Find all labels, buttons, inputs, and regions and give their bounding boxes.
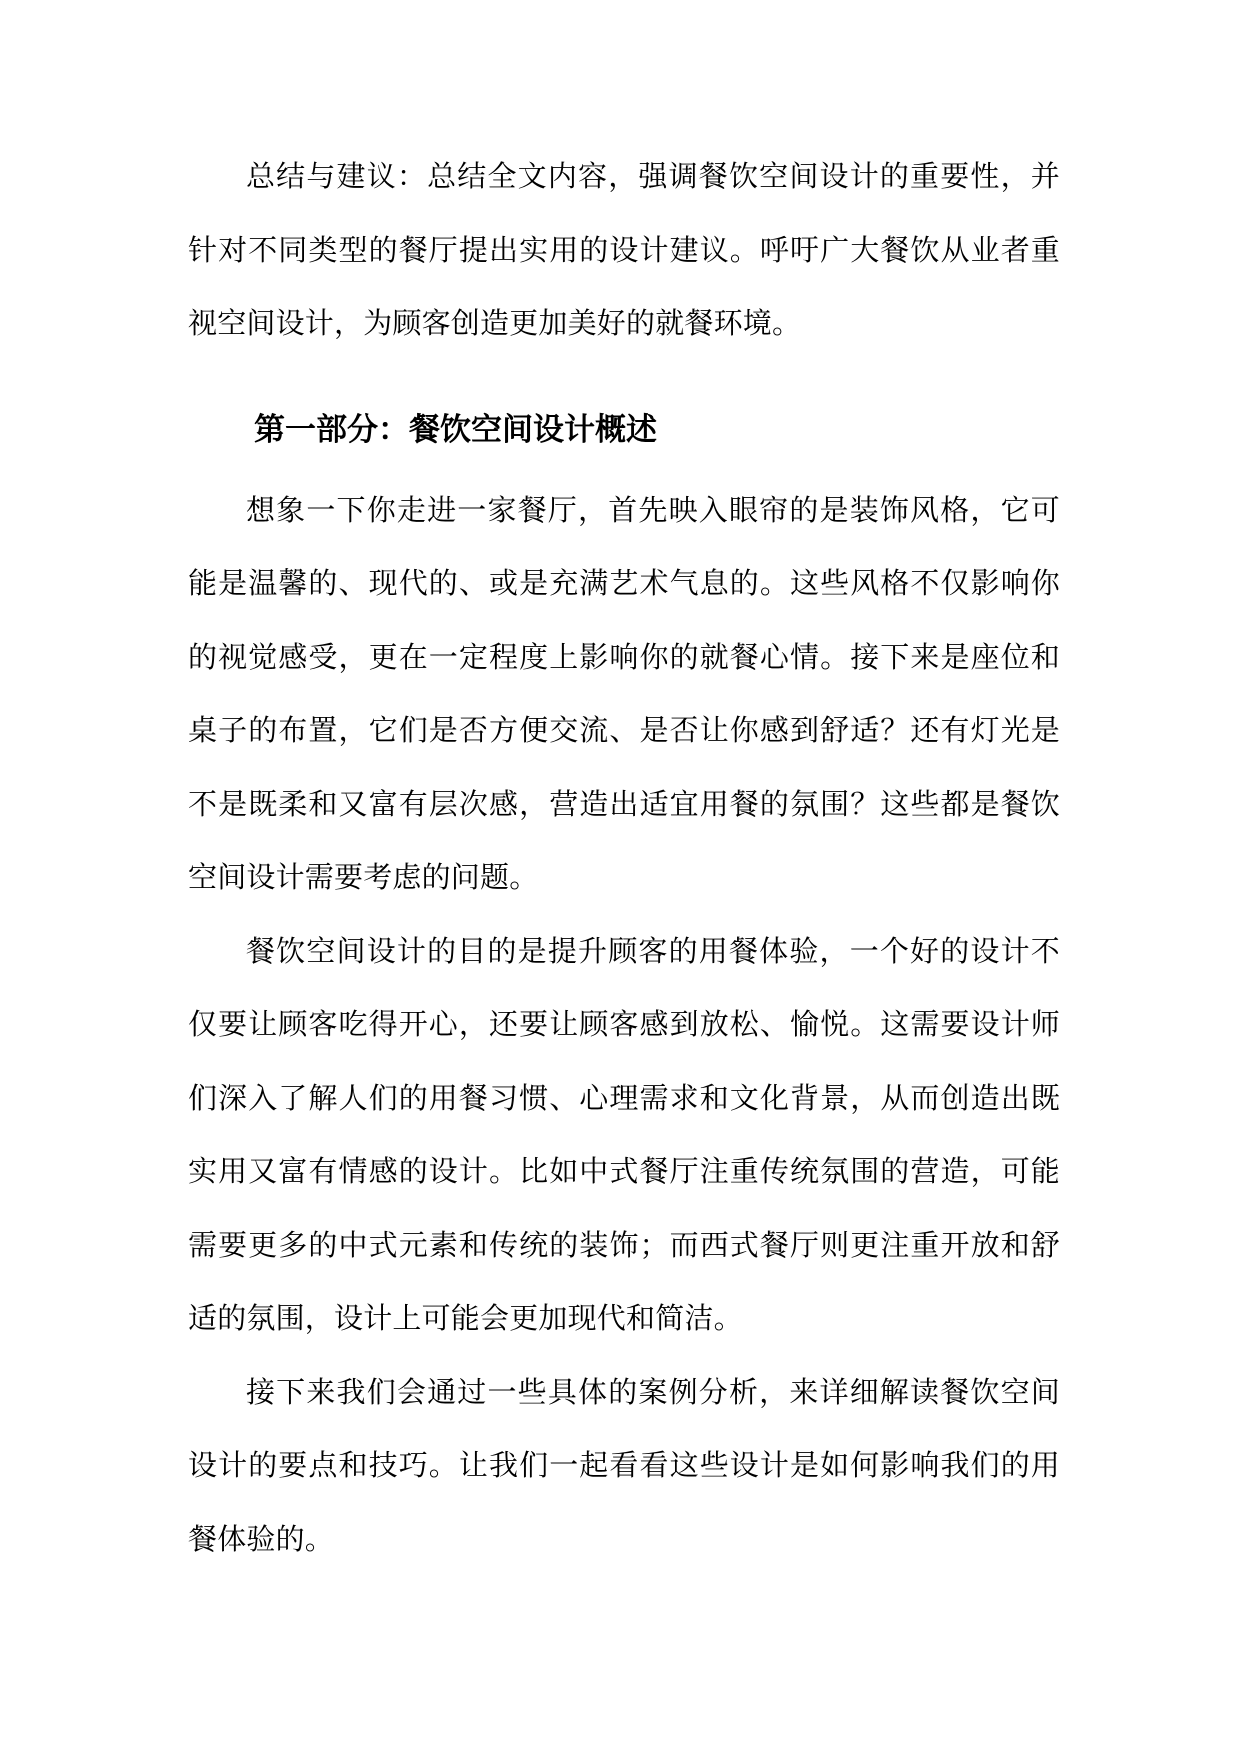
section-heading: 第一部分：餐饮空间设计概述 [254,411,657,448]
summary-paragraph: 总结与建议：总结全文内容，强调餐饮空间设计的重要性，并针对不同类型的餐厅提出实用的设计建议。呼吁广大餐饮从业者重视空间设计，为顾客创造更加美好的就餐环境。 [188,159,1060,340]
body-paragraph-1: 想象一下你走进一家餐厅，首先映入眼帘的是装饰风格，它可能是温馨的、现代的、或是充满艺术气息的。这些风格不仅影响你的视觉感受，更在一定程度上影响你的就餐心情。接下来是座位和桌子的布置，它们是否方便交流、是否让你感到舒适？还有灯光是不是既柔和又富有层次感，营造出适宜用餐的氛围？这些都是餐饮空间设计需要考虑的问题。 [188,492,1060,894]
body-paragraph-3: 接下来我们会通过一些具体的案例分析，来详细解读餐饮空间设计的要点和技巧。让我们一起看看这些设计是如何影响我们的用餐体验的。 [188,1374,1060,1556]
document-body [188,140,1060,1576]
body-paragraph-2: 餐饮空间设计的目的是提升顾客的用餐体验，一个好的设计不仅要让顾客吃得开心，还要让顾客感到放松、愉悦。这需要设计师们深入了解人们的用餐习惯、心理需求和文化背景，从而创造出既实用又富有情感的设计。比如中式餐厅注重传统氛围的营造，可能需要更多的中式元素和传统的装饰；而西式餐厅则更注重开放和舒适的氛围，设计上可能会更加现代和简洁。 [188,933,1060,1335]
